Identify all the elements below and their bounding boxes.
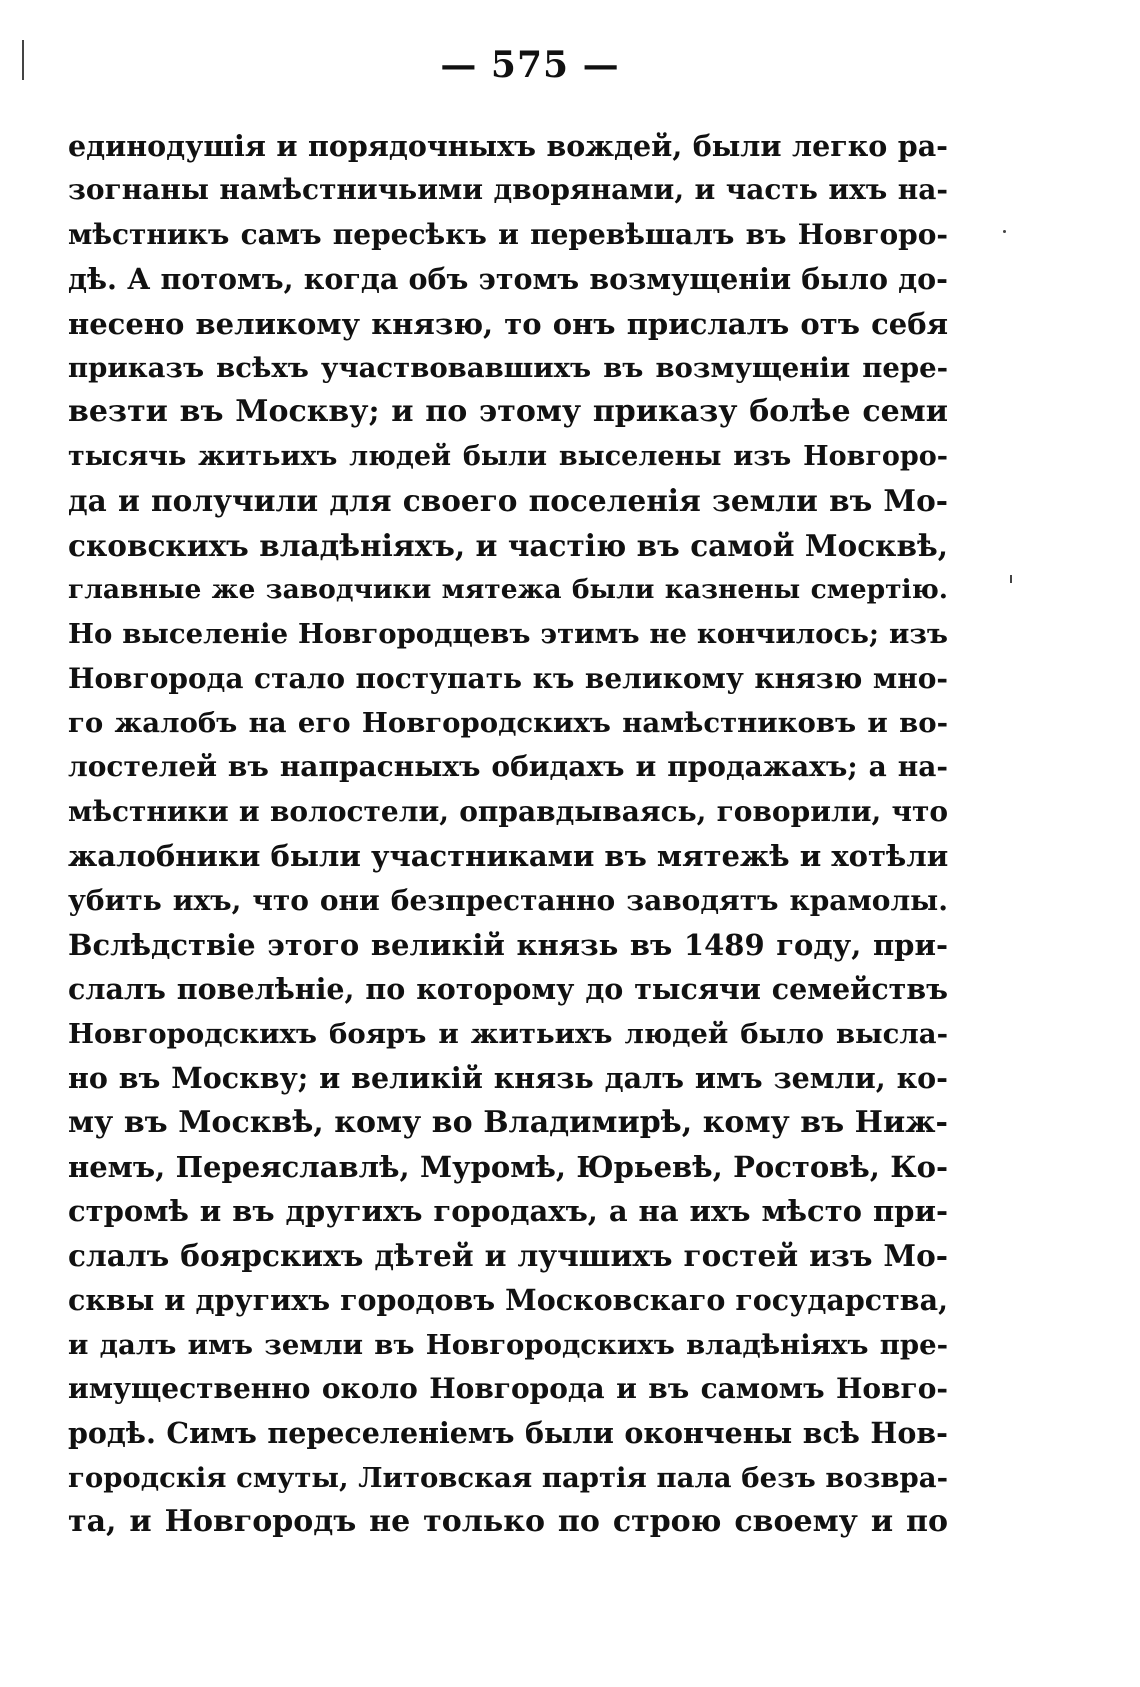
text-line: главные же заводчики мятежа были казнены смертію.: [68, 573, 948, 605]
text-line: имущественно около Новгорода и въ самомъ Новго-: [68, 1371, 948, 1405]
text-line: да и получили для своего поселенія земли въ Мо-: [68, 483, 948, 519]
text-line: несено великому князю, то онъ прислалъ отъ себя: [68, 306, 948, 341]
text-line: убить ихъ, что они безпрестанно заводятъ крамолы.: [68, 883, 948, 917]
text-line: тысячь житьихъ людей были выселены изъ Новгоро-: [68, 440, 948, 472]
ink-speck: [1003, 230, 1006, 233]
text-line: сковскихъ владѣніяхъ, и частію въ самой Москвѣ,: [68, 527, 948, 563]
text-line: слалъ боярскихъ дѣтей и лучшихъ гостей изъ Мо-: [68, 1237, 948, 1273]
text-line: слалъ повелѣніе, по которому до тысячи семействъ: [68, 972, 948, 1007]
text-line: мѣстникъ самъ пересѣкъ и перевѣшалъ въ Новгоро-: [68, 217, 948, 251]
text-line: зогнаны намѣстничьими дворянами, и часть ихъ на-: [68, 173, 948, 207]
text-line: и далъ имъ земли въ Новгородскихъ владѣніяхъ пре-: [68, 1328, 948, 1361]
text-line: го жалобъ на его Новгородскихъ намѣстниковъ и во-: [68, 707, 948, 740]
text-line: единодушія и порядочныхъ вождей, были легко ра-: [68, 129, 948, 163]
text-line: приказъ всѣхъ участвовавшихъ въ возмущеніи пере-: [68, 351, 948, 384]
text-line: городскія смуты, Литовская партія пала безъ возвра-: [68, 1461, 948, 1494]
ink-speck: [1010, 575, 1012, 583]
text-line: та, и Новгородъ не только по строю своему и по: [68, 1504, 948, 1540]
text-line: дѣ. А потомъ, когда объ этомъ возмущеніи было до-: [68, 262, 948, 297]
text-line: Новгородскихъ бояръ и житьихъ людей было высла-: [68, 1017, 948, 1050]
text-line: Вслѣдствіе этого великій князь въ 1489 году, при-: [68, 928, 948, 963]
text-line: сквы и другихъ городовъ Московскаго государства,: [68, 1283, 948, 1318]
text-line: но въ Москву; и великій князь далъ имъ земли, ко-: [68, 1061, 948, 1096]
text-line: мѣстники и волостели, оправдываясь, говорили, что: [68, 794, 948, 828]
text-line: Новгорода стало поступать къ великому князю мно-: [68, 661, 948, 695]
page-number: — 575 —: [440, 44, 620, 86]
body-text: [68, 124, 948, 1545]
text-line: лостелей въ напрасныхъ обидахъ и продажахъ; а на-: [68, 750, 948, 784]
text-line: жалобники были участниками въ мятежѣ и хотѣли: [68, 839, 949, 874]
text-line: везти въ Москву; и по этому приказу болѣе семи: [68, 394, 948, 430]
text-line: Но выселеніе Новгородцевъ этимъ не кончилось; изъ: [68, 618, 948, 651]
text-line: родѣ. Симъ переселеніемъ были окончены всѣ Нов-: [68, 1416, 948, 1451]
text-line: стромѣ и въ другихъ городахъ, а на ихъ мѣсто при-: [68, 1194, 948, 1229]
text-line: немъ, Переяславлѣ, Муромѣ, Юрьевѣ, Ростовѣ, Ко-: [68, 1149, 948, 1184]
text-line: му въ Москвѣ, кому во Владимирѣ, кому въ Ниж-: [68, 1104, 948, 1140]
